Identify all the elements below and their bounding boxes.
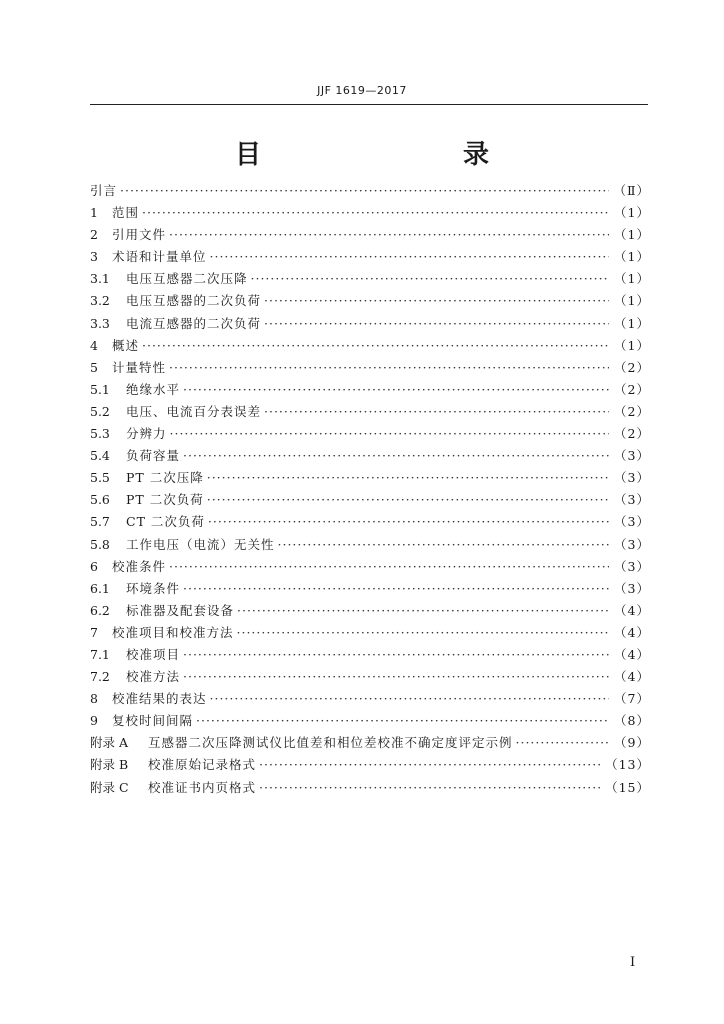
toc-entry	[90, 688, 650, 710]
toc-leader-dots	[196, 710, 609, 732]
toc-entry-number: 7	[90, 624, 98, 640]
toc-entry-label: 计量特性	[112, 359, 167, 375]
toc-leader-dots	[142, 335, 609, 357]
toc-entry	[90, 489, 650, 511]
toc-leader-dots	[264, 401, 609, 423]
toc-entry-number: 5.4	[90, 448, 110, 464]
toc-entry-number: 2	[90, 227, 98, 243]
toc-leader-dots	[183, 379, 609, 401]
toc-leader-dots	[183, 644, 609, 666]
toc-entry	[90, 534, 650, 556]
toc-entry-page: （3）	[614, 514, 650, 530]
toc-entry	[90, 335, 650, 357]
toc-entry-page: （1）	[614, 315, 650, 331]
toc-entry-label: 校准原始记录格式	[148, 757, 257, 773]
toc-leader-dots	[170, 423, 609, 445]
toc-leader-dots	[183, 578, 609, 600]
toc-entry	[90, 644, 650, 666]
toc-entry-page: （4）	[614, 646, 650, 662]
toc-title: 目 录	[234, 140, 539, 170]
toc-entry-number: 5.3	[90, 426, 110, 442]
toc-entry	[90, 600, 650, 622]
toc-entry-number: 5.8	[90, 536, 110, 552]
toc-entry-page: （1）	[614, 293, 650, 309]
toc-entry-page: （1）	[614, 205, 650, 221]
toc-entry-page: （2）	[614, 381, 650, 397]
toc-entry-label: 电压互感器二次压降	[126, 271, 248, 287]
toc-entry-number: 1	[90, 205, 98, 221]
toc-entry-number: 3.3	[90, 315, 110, 331]
toc-entry-page: （4）	[614, 624, 650, 640]
toc-entry-number: 5	[90, 359, 98, 375]
toc-entry-page: （3）	[614, 580, 650, 596]
toc-entry	[90, 710, 650, 732]
toc-entry-page: （2）	[614, 426, 650, 442]
toc-entry-number: 3.2	[90, 293, 110, 309]
toc-entry-page: （13）	[605, 757, 650, 773]
toc-entry-number: 3.1	[90, 271, 110, 287]
toc-entry-number: 附录 B	[90, 757, 129, 773]
toc-entry	[90, 777, 650, 799]
toc-entry-page: （4）	[614, 669, 650, 685]
toc-entry-number: 5.2	[90, 403, 110, 419]
toc-leader-dots	[183, 666, 609, 688]
toc-leader-dots	[251, 268, 609, 290]
toc-entry-number: 7.1	[90, 646, 110, 662]
toc-entry-label: 概述	[112, 337, 140, 353]
toc-entry	[90, 246, 650, 268]
toc-entry-number: 6.2	[90, 602, 110, 618]
toc-entry-label: 范围	[112, 205, 140, 221]
toc-entry-page: （8）	[614, 713, 650, 729]
toc-leader-dots	[183, 445, 609, 467]
toc-entry	[90, 180, 650, 202]
toc-entry-label: 电压、电流百分表误差	[126, 403, 262, 419]
toc-entry-label: 校准项目和校准方法	[112, 624, 234, 640]
toc-entry-label: 校准方法	[126, 669, 181, 685]
toc-entry-number: 7.2	[90, 669, 110, 685]
toc-entry-label: 负荷容量	[126, 448, 181, 464]
toc-leader-dots	[278, 534, 609, 556]
toc-entry-label: 互感器二次压降测试仪比值差和相位差校准不确定度评定示例	[148, 735, 513, 751]
toc-entry-label: 标准器及配套设备	[126, 602, 235, 618]
toc-entry-label: 工作电压（电流）无关性	[126, 536, 275, 552]
toc-leader-dots	[169, 357, 609, 379]
toc-leader-dots	[210, 688, 609, 710]
toc-entry	[90, 379, 650, 401]
toc-leader-dots	[169, 556, 609, 578]
toc-leader-dots	[142, 202, 609, 224]
toc-leader-dots	[516, 732, 609, 754]
toc-entry-label: 术语和计量单位	[112, 249, 207, 265]
toc-entry-page: （4）	[614, 602, 650, 618]
toc-entry-label: 校准结果的表达	[112, 691, 207, 707]
toc-entry-page: （9）	[614, 735, 650, 751]
toc-entry	[90, 224, 650, 246]
toc-leader-dots	[169, 224, 609, 246]
toc-entry-page: （1）	[614, 249, 650, 265]
toc-leader-dots	[207, 467, 609, 489]
toc-entry-label: 校准证书内页格式	[148, 779, 257, 795]
toc-entry-number: 4	[90, 337, 98, 353]
toc-entry-number: 6	[90, 558, 98, 574]
toc-entry	[90, 357, 650, 379]
toc-entry-label: CT 二次负荷	[126, 514, 205, 530]
toc-entry-label: 复校时间间隔	[112, 713, 194, 729]
toc-leader-dots	[259, 777, 602, 799]
toc-entry-page: （3）	[614, 536, 650, 552]
toc-leader-dots	[208, 511, 609, 533]
toc-leader-dots	[237, 622, 609, 644]
toc-leader-dots	[264, 290, 609, 312]
toc-entry-label: 引言	[90, 183, 118, 198]
toc-leader-dots	[237, 600, 609, 622]
toc-entry	[90, 202, 650, 224]
toc-entry-label: 电压互感器的二次负荷	[126, 293, 262, 309]
toc-entry-page: （3）	[614, 448, 650, 464]
toc-entry-label: 环境条件	[126, 580, 181, 596]
toc-entry	[90, 622, 650, 644]
toc-entry-page: （2）	[614, 403, 650, 419]
toc-entry	[90, 290, 650, 312]
toc-entry-page: （7）	[614, 691, 650, 707]
toc-entry-label: 校准项目	[126, 646, 181, 662]
toc-entry-label: 电流互感器的二次负荷	[126, 315, 262, 331]
toc-entry	[90, 732, 650, 754]
toc-entry-number: 5.7	[90, 514, 110, 530]
toc-entry-page: （15）	[605, 779, 650, 795]
table-of-contents	[90, 180, 650, 799]
toc-leader-dots	[207, 489, 609, 511]
toc-entry-label: 引用文件	[112, 227, 167, 243]
toc-entry	[90, 423, 650, 445]
toc-entry-label: PT 二次负荷	[126, 492, 204, 508]
toc-entry-page: （1）	[614, 337, 650, 353]
toc-entry-page: （3）	[614, 492, 650, 508]
toc-entry	[90, 666, 650, 688]
toc-entry-page: （1）	[614, 271, 650, 287]
toc-entry-page: （Ⅱ）	[613, 183, 650, 198]
toc-entry	[90, 578, 650, 600]
toc-entry-number: 8	[90, 691, 98, 707]
toc-entry	[90, 268, 650, 290]
page-header-code: JJF 1619—2017	[317, 84, 407, 97]
toc-entry	[90, 313, 650, 335]
toc-leader-dots	[264, 313, 609, 335]
toc-entry-label: PT 二次压降	[126, 470, 204, 486]
toc-entry	[90, 401, 650, 423]
toc-entry-page: （3）	[614, 558, 650, 574]
toc-entry	[90, 556, 650, 578]
toc-leader-dots	[259, 754, 602, 776]
toc-entry	[90, 754, 650, 776]
toc-entry-number: 5.5	[90, 470, 110, 486]
toc-entry-page: （1）	[614, 227, 650, 243]
toc-entry-number: 3	[90, 249, 98, 265]
toc-entry	[90, 511, 650, 533]
page-number: I	[630, 955, 636, 970]
toc-entry-page: （3）	[614, 470, 650, 486]
toc-entry-label: 分辨力	[126, 426, 167, 442]
toc-entry-number: 6.1	[90, 580, 110, 596]
toc-entry-label: 校准条件	[112, 558, 167, 574]
toc-leader-dots	[210, 246, 609, 268]
toc-entry-page: （2）	[614, 359, 650, 375]
toc-entry	[90, 445, 650, 467]
toc-entry-number: 附录 A	[90, 735, 129, 751]
toc-entry-number: 5.6	[90, 492, 110, 508]
header-rule	[90, 104, 648, 105]
toc-entry-label: 绝缘水平	[126, 381, 181, 397]
toc-entry	[90, 467, 650, 489]
toc-entry-number: 5.1	[90, 381, 110, 397]
toc-leader-dots	[120, 180, 609, 202]
toc-entry-number: 9	[90, 713, 98, 729]
toc-entry-number: 附录 C	[90, 779, 129, 795]
